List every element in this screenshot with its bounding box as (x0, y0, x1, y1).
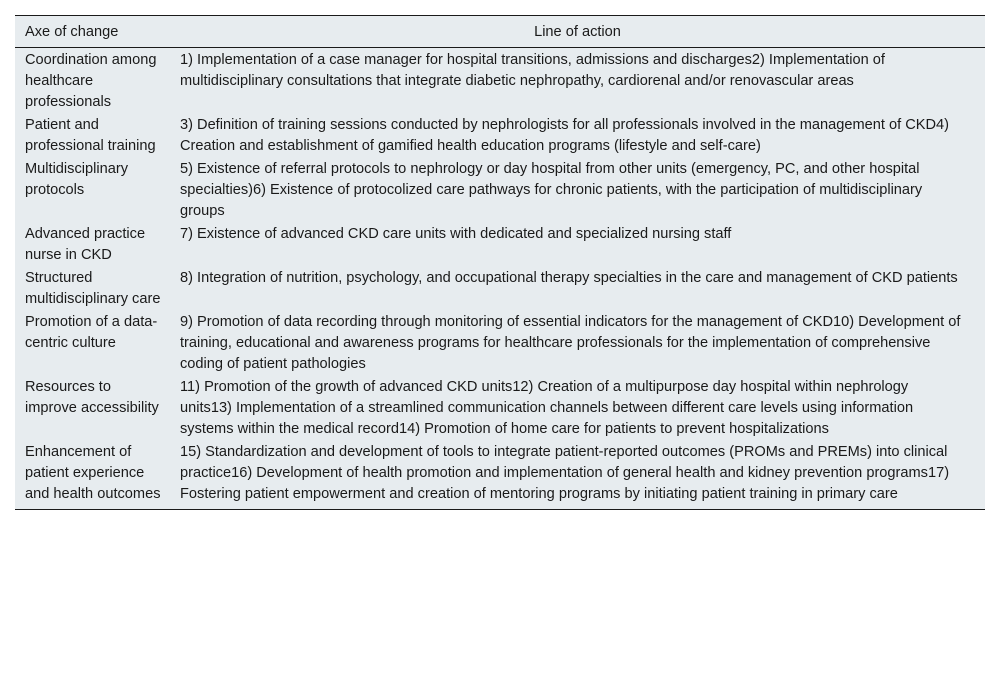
action-cell: 7) Existence of advanced CKD care units with dedicated and specialized nursing staff (180, 226, 732, 242)
action-cell: 3) Definition of training sessions conducted by nephrologists for all professionals involved in the management of CKD4) Creation and establishment of gamified health education programs (lifestyle and self-care) (180, 117, 950, 154)
axe-cell: Structured multidisciplinary care (25, 270, 161, 307)
table-row (15, 48, 985, 114)
table-row (15, 113, 985, 157)
table-row (15, 157, 985, 222)
axe-cell: Promotion of a data-centric culture (25, 314, 158, 351)
axe-cell: Resources to improve accessibility (25, 379, 159, 416)
table-row (15, 375, 985, 440)
axe-cell: Patient and professional training (25, 117, 156, 154)
table-row (15, 310, 985, 375)
axe-cell: Coordination among healthcare professionals (25, 52, 157, 110)
axe-cell: Enhancement of patient experience and health outcomes (25, 444, 161, 502)
axe-cell: Advanced practice nurse in CKD (25, 226, 146, 263)
action-cell: 15) Standardization and development of tools to integrate patient-reported outcomes (PROMs and PREMs) into clinical practice16) Development of health promotion and implementation of general health and kidney prevention programs17) Fostering patient empowerment and creation of mentoring programs by initiating patient training in primary care (180, 444, 950, 502)
table-row (15, 266, 985, 310)
action-table-container (15, 15, 985, 510)
header-axe-of-change: Axe of change (15, 16, 170, 48)
action-cell: 11) Promotion of the growth of advanced CKD units12) Creation of a multipurpose day hospital within nephrology units13) Implementation of a streamlined communication channels between different care levels using information systems within the medical record14) Promotion of home care for patients to prevent hospitalizations (180, 379, 914, 437)
action-cell: 8) Integration of nutrition, psychology, and occupational therapy specialties in the care and management of CKD patients (180, 270, 958, 286)
action-cell: 5) Existence of referral protocols to nephrology or day hospital from other units (emergency, PC, and other hospital specialties)6) Existence of protocolized care pathways for chronic patients, with the participation of multidisciplinary groups (180, 161, 923, 219)
table-header-row (15, 16, 985, 48)
table-row (15, 440, 985, 509)
action-table (15, 16, 985, 509)
header-line-of-action: Line of action (170, 16, 985, 48)
axe-cell: Multidisciplinary protocols (25, 161, 128, 198)
table-row (15, 222, 985, 266)
action-cell: 1) Implementation of a case manager for hospital transitions, admissions and discharges2) Implementation of multidisciplinary consultations that integrate diabetic nephropathy, cardiorenal and/or renovascular areas (180, 52, 885, 89)
action-cell: 9) Promotion of data recording through monitoring of essential indicators for the management of CKD10) Development of training, educational and awareness programs for healthcare professionals for the implementation of comprehensive coding of patient pathologies (180, 314, 961, 372)
